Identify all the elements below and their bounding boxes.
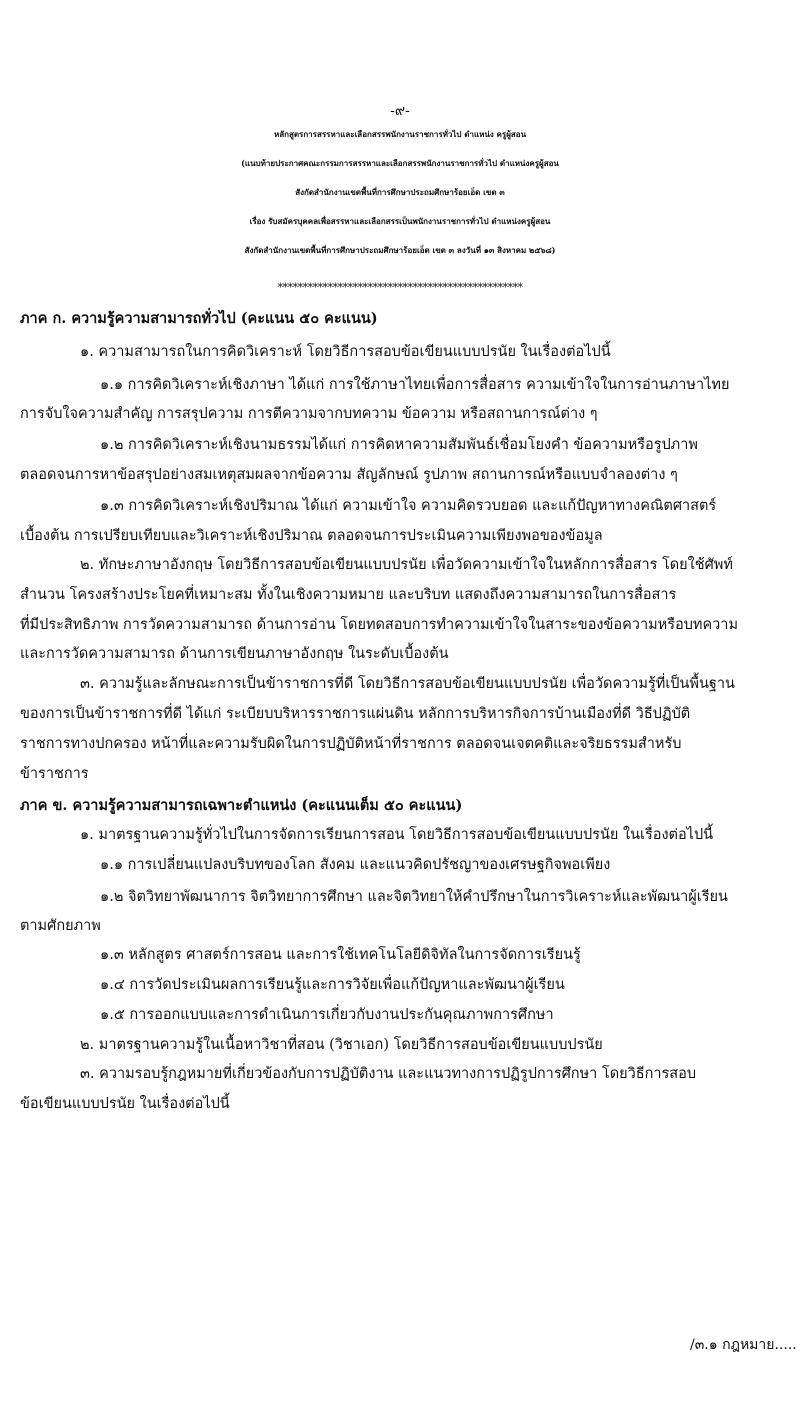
header-line: (แนบท้ายประกาศคณะกรรมการสรรหาและเลือกสรรพนักงานราชการทั่วไป ตำแหน่งครูผู้สอน [241,158,559,168]
body-line: ๓. ความรู้และลักษณะการเป็นข้าราชการที่ดี โดยวิธีการสอบข้อเขียนแบบปรนัย เพื่อวัดความรู้ที่เป็นพื้นฐาน [80,676,735,692]
section-heading-b: ภาค ข. ความรู้ความสามารถเฉพาะตำแหน่ง (คะแนนเต็ม ๕๐ คะแนน) [20,797,463,814]
body-line: ๑.๒ การคิดวิเคราะห์เชิงนามธรรมได้แก่ การคิดหาความสัมพันธ์เชื่อมโยงคำ ข้อความหรือรูปภาพ [100,437,698,453]
body-line: ของการเป็นข้าราชการที่ดี ได้แก่ ระเบียบบริหารราชการแผ่นดิน หลักการบริหารกิจการบ้านเมืองที่ดี วิธีปฏิบัติ [20,706,691,722]
header-line: สังกัดสำนักงานเขตพื้นที่การศึกษาประถมศึกษาร้อยเอ็ด เขต ๓ ลงวันที่ ๑๓ สิงหาคม ๒๕๖๘) [244,245,556,255]
body-line: ๑.๓ การคิดวิเคราะห์เชิงปริมาณ ได้แก่ ความเข้าใจ ความคิดรวบยอด และแก้ปัญหาทางคณิตศาสตร์ [100,498,717,514]
body-line: การจับใจความสำคัญ การสรุปความ การตีความจากบทความ ข้อความ หรือสถานการณ์ต่าง ๆ [20,406,598,422]
body-line: ที่มีประสิทธิภาพ การวัดความสามารถ ด้านการอ่าน โดยทดสอบการทำความเข้าใจในสาระของข้อความหรือบทความ [20,617,739,633]
body-line: ๑.๔ การวัดประเมินผลการเรียนรู้และการวิจัยเพื่อแก้ปัญหาและพัฒนาผู้เรียน [100,977,565,993]
body-line: ข้าราชการ [20,766,89,782]
body-line: เบื้องต้น การเปรียบเทียบและวิเคราะห์เชิงปริมาณ ตลอดจนการประเมินความเพียงพอของข้อมูล [20,528,603,544]
body-line: ๑. มาตรฐานความรู้ทั่วไปในการจัดการเรียนการสอน โดยวิธีการสอบข้อเขียนแบบปรนัย ในเรื่องต่อไปนี้ [80,827,714,843]
header-line: หลักสูตรการสรรหาและเลือกสรรพนักงานราชการทั่วไป ตำแหน่ง ครูผู้สอน [273,129,527,139]
body-line: สำนวน โครงสร้างประโยคที่เหมาะสม ทั้งในเชิงความหมาย และบริบท แสดงถึงความสามารถในการสื่อสาร [20,587,677,603]
body-line: ข้อเขียนแบบปรนัย ในเรื่องต่อไปนี้ [20,1096,230,1112]
body-line: ๑.๑ การคิดวิเคราะห์เชิงภาษา ได้แก่ การใช้ภาษาไทยเพื่อการสื่อสาร ความเข้าใจในการอ่านภาษาไทย [100,377,730,393]
body-line: ราชการทางปกครอง หน้าที่และความรับผิดในการปฏิบัติหน้าที่ราชการ ตลอดจนเจตคติและจริยธรรมสำหรับ [20,736,682,752]
header-line: สังกัดสำนักงานเขตพื้นที่การศึกษาประถมศึกษาร้อยเอ็ด เขต ๓ [295,187,505,197]
body-line: และการวัดความสามารถ ด้านการเขียนภาษาอังกฤษ ในระดับเบื้องต้น [20,646,449,662]
body-line: ๒. ทักษะภาษาอังกฤษ โดยวิธีการสอบข้อเขียนแบบปรนัย เพื่อวัดความเข้าใจในหลักการสื่อสาร โดยใช้ศัพท์ [80,557,733,573]
body-line: ๑.๕ การออกแบบและการดำเนินการเกี่ยวกับงานประกันคุณภาพการศึกษา [100,1007,554,1023]
body-line: ๓. ความรอบรู้กฎหมายที่เกี่ยวข้องกับการปฏิบัติงาน และแนวทางการปฏิรูปการศึกษา โดยวิธีการสอบ [80,1066,697,1082]
body-line: ๑.๑ การเปลี่ยนแปลงบริบทของโลก สังคม และแนวคิดปรัชญาของเศรษฐกิจพอเพียง [100,857,611,873]
body-line: ๑.๒ จิตวิทยาพัฒนาการ จิตวิทยาการศึกษา และจิตวิทยาให้คำปรึกษาในการวิเคราะห์และพัฒนาผู้เรียน [100,889,728,905]
page-number: -๙- [390,103,410,119]
body-line: ๒. มาตรฐานความรู้ในเนื้อหาวิชาที่สอน (วิชาเอก) โดยวิธีการสอบข้อเขียนแบบปรนัย [80,1037,603,1053]
continuation-note: /๓.๑ กฎหมาย..... [690,1337,797,1353]
header-line: เรื่อง รับสมัครบุคคลเพื่อสรรหาและเลือกสรรเป็นพนักงานราชการทั่วไป ตำแหน่งครูผู้สอน [249,216,551,226]
body-line: ตามศักยภาพ [20,918,101,934]
separator: ************************************************* [277,281,523,294]
section-heading-a: ภาค ก. ความรู้ความสามารถทั่วไป (คะแนน ๕๐ คะแนน) [20,310,378,327]
body-line: ๑. ความสามารถในการคิดวิเคราะห์ โดยวิธีการสอบข้อเขียนแบบปรนัย ในเรื่องต่อไปนี้ [80,344,611,360]
body-line: ตลอดจนการหาข้อสรุปอย่างสมเหตุสมผลจากข้อความ สัญลักษณ์ รูปภาพ สถานการณ์หรือแบบจำลองต่าง ๆ [20,467,678,483]
body-line: ๑.๓ หลักสูตร ศาสตร์การสอน และการใช้เทคโนโลยีดิจิทัลในการจัดการเรียนรู้ [100,947,581,963]
